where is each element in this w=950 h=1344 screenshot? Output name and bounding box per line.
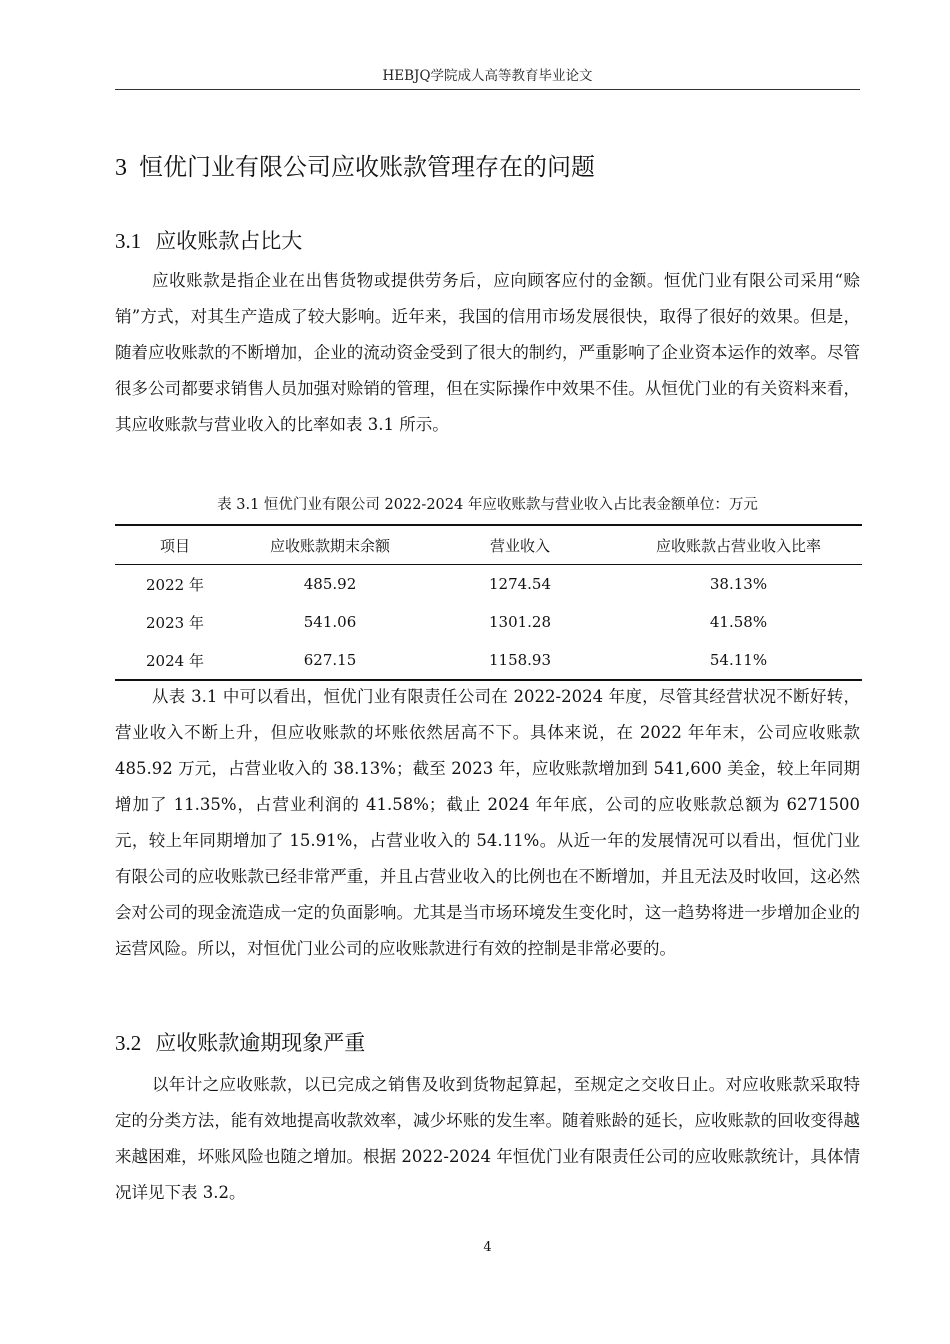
table-cell: 2024 年 [146, 651, 204, 670]
section-title: 应收账款占比大 [155, 229, 303, 253]
table-header-row [115, 525, 862, 565]
table-caption: 表 3.1 恒优门业有限公司 2022-2024 年应收账款与营业收入占比表金额单位：万元 [217, 497, 758, 513]
table-row [115, 641, 862, 680]
column-header: 项目 [159, 536, 190, 555]
table-cell: 41.58% [709, 613, 768, 631]
paragraph-table-analysis: 从表 3.1 中可以看出，恒优门业有限责任公司在 2022-2024 年度，尽管其经营状况不断好转，营业收入不断上升，但应收账款的坏账依然居高不下。具体来说，在 2022 年年末，公司应收账款 485.92 万元，占营业收入的 38.13%；截至 2023 年，应收账款增加到 541,600 美金，较上年同期增加了 11.35%，占营业利润的 41.58%；截止 2024 年年底，公司的应收账款总额为 6271500 元，较上年同期增加了 15.91%，占营业收入的 54.11%。从近一年的发展情况可以看出，恒优门业有限公司的应收账款已经非常严重，并且占营业收入的比例也在不断增加，并且无法及时收回，这必然会对公司的现金流造成一定的负面影响。尤其是当市场环境发生变化时，这一趋势将进一步增加企业的运营风险。所以，对恒优门业公司的应收账款进行有效的控制是非常必要的。 [115, 687, 860, 958]
table-cell: 2023 年 [146, 613, 204, 632]
chapter-number: 3 [115, 155, 127, 181]
table-cell: 54.11% [709, 651, 768, 669]
table-cell: 485.92 [303, 575, 357, 593]
paragraph-receivables-intro: 应收账款是指企业在出售货物或提供劳务后，应向顾客应付的金额。恒优门业有限公司采用“赊销”方式，对其生产造成了较大影响。近年来，我国的信用市场发展很快，取得了很好的效果。但是，随着应收账款的不断增加，企业的流动资金受到了很大的制约，严重影响了企业资本运作的效率。尽管很多公司都要求销售人员加强对赊销的管理，但在实际操作中效果不佳。从恒优门业的有关资料来看，其应收账款与营业收入的比率如表 3.1 所示。 [115, 271, 860, 434]
column-header: 应收账款占营业收入比率 [655, 536, 821, 555]
table-cell: 38.13% [709, 575, 768, 593]
table-cell: 541.06 [303, 613, 357, 631]
section-number: 3.2 [115, 1031, 142, 1055]
table-row [115, 603, 862, 641]
table-cell: 1301.28 [488, 613, 552, 631]
header-divider [115, 89, 860, 90]
table-row [115, 565, 862, 604]
section-heading-3-1 [115, 225, 302, 255]
receivables-table [115, 524, 862, 681]
section-heading-3-2 [115, 1027, 365, 1057]
running-header: HEBJQ学院成人高等教育毕业论文 [382, 68, 593, 84]
chapter-title: 恒优门业有限公司应收账款管理存在的问题 [139, 153, 595, 181]
table-cell: 627.15 [303, 651, 357, 669]
column-header: 应收账款期末余额 [269, 536, 390, 555]
section-title: 应收账款逾期现象严重 [155, 1031, 366, 1055]
column-header: 营业收入 [489, 536, 550, 555]
section-number: 3.1 [115, 229, 142, 253]
page-number: 4 [483, 1240, 492, 1255]
paragraph-overdue-intro: 以年计之应收账款，以已完成之销售及收到货物起算起，至规定之交收日止。对应收账款采取特定的分类方法，能有效地提高收款效率，减少坏账的发生率。随着账龄的延长，应收账款的回收变得越来越困难，坏账风险也随之增加。根据 2022-2024 年恒优门业有限责任公司的应收账款统计，具体情况详见下表 3.2。 [115, 1075, 860, 1202]
chapter-heading [115, 147, 595, 182]
table-cell: 2022 年 [146, 575, 204, 594]
table-cell: 1274.54 [488, 575, 552, 593]
table-cell: 1158.93 [488, 651, 552, 669]
